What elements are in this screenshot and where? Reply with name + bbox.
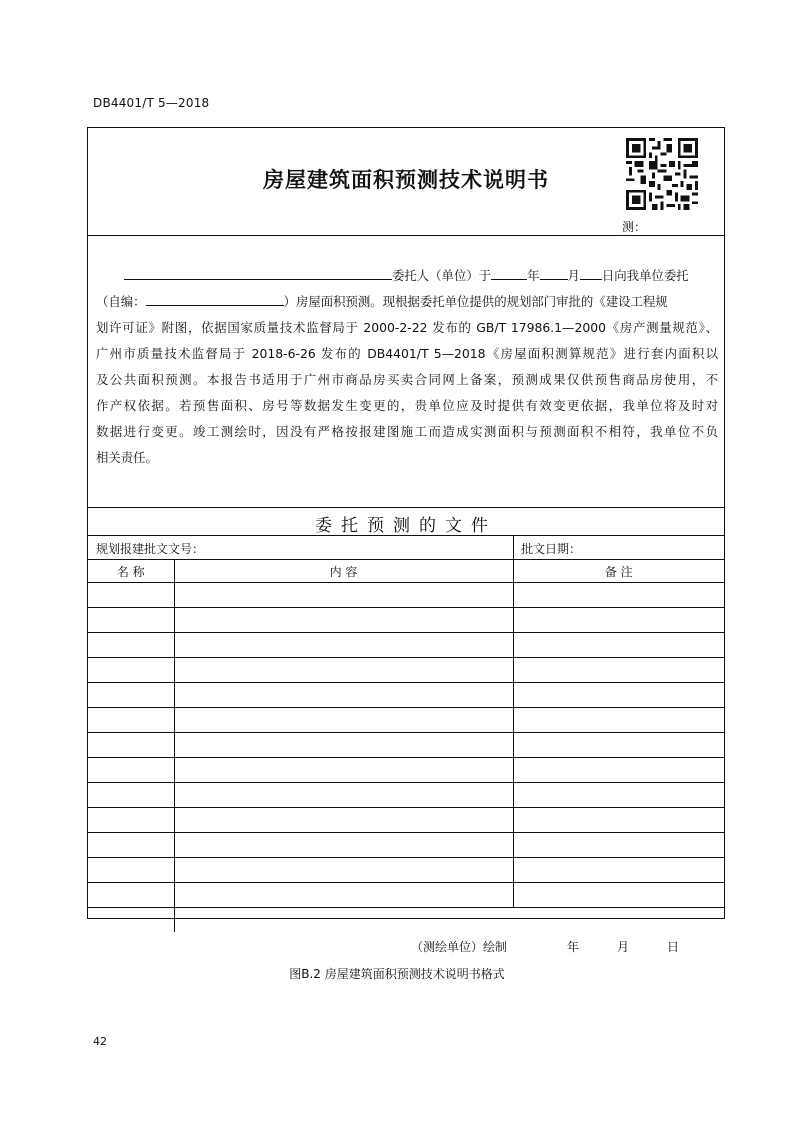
figure-caption: 图B.2 房屋建筑面积预测技术说明书格式	[289, 967, 505, 981]
month-blank[interactable]	[540, 264, 568, 280]
table-cell-name[interactable]	[88, 608, 174, 633]
signature-day: 日	[667, 940, 680, 954]
approval-divider	[513, 536, 514, 559]
table-cell-remark[interactable]	[513, 708, 724, 733]
column-name-header: 名 称	[88, 560, 174, 583]
table-cell-content[interactable]	[174, 883, 513, 908]
table-row	[88, 583, 724, 608]
table-cell-content[interactable]	[174, 858, 513, 883]
table-cell-remark[interactable]	[513, 883, 724, 908]
table-header-row	[88, 560, 724, 583]
document-code: DB4401/T 5—2018	[93, 96, 210, 110]
table-cell-remark[interactable]	[513, 733, 724, 758]
table-row	[88, 733, 724, 758]
statement-paragraph	[96, 263, 718, 471]
table-cell-content[interactable]	[174, 833, 513, 858]
table-cell-name[interactable]	[88, 858, 174, 883]
statement-line-2: （自编： ）房屋面积预测。现根据委托单位提供的规划部门审批的《建设工程规	[96, 289, 718, 315]
table-cell-name[interactable]	[88, 833, 174, 858]
statement-line-8: 相关责任。	[96, 450, 158, 465]
approval-number-label: 规划报建批文文号：	[96, 542, 205, 556]
title-section	[88, 128, 724, 236]
table-cell-name[interactable]	[88, 883, 174, 908]
table-cell-remark[interactable]	[513, 833, 724, 858]
statement-line-1: 委托人（单位）于 年 月 日向我单位委托	[96, 263, 718, 289]
table-row	[88, 783, 724, 808]
approval-date-label: 批文日期：	[521, 542, 582, 556]
documents-table	[88, 560, 724, 932]
form-title: 房屋建筑面积预测技术说明书	[263, 168, 549, 192]
table-cell-remark[interactable]	[513, 683, 724, 708]
table-cell-name[interactable]	[88, 908, 174, 933]
table-row	[88, 633, 724, 658]
table-cell-name[interactable]	[88, 708, 174, 733]
table-row	[88, 883, 724, 908]
signature-year: 年	[567, 940, 580, 954]
table-cell-remark[interactable]	[513, 633, 724, 658]
table-cell-content[interactable]	[174, 783, 513, 808]
table-cell-merged[interactable]	[174, 908, 724, 933]
statement-line-3: 划许可证》附图，依据国家质量技术监督局于 2000-2-22 发布的 GB/T 17986.1—2000《房产测量规范》、	[96, 320, 718, 335]
client-blank[interactable]	[124, 264, 392, 280]
column-content-header: 内 容	[174, 560, 513, 583]
section-title: 委托预测的文件	[315, 516, 497, 536]
table-cell-content[interactable]	[174, 658, 513, 683]
page-number: 42	[93, 1035, 107, 1048]
table-cell-name[interactable]	[88, 633, 174, 658]
table-row	[88, 833, 724, 858]
statement-line-5: 及公共面积预测。本报告书适用于广州市商品房买卖合同网上备案，预测成果仅供预售商品房使用，不	[96, 372, 718, 387]
table-cell-content[interactable]	[174, 758, 513, 783]
table-cell-remark[interactable]	[513, 783, 724, 808]
table-row	[88, 683, 724, 708]
year-blank[interactable]	[491, 264, 527, 280]
table-cell-name[interactable]	[88, 658, 174, 683]
table-row	[88, 758, 724, 783]
table-cell-remark[interactable]	[513, 583, 724, 608]
statement-line-6: 作产权依据。若预售面积、房号等数据发生变更的，贵单位应及时提供有效变更依据，我单位将及时对	[96, 398, 718, 413]
table-cell-remark[interactable]	[513, 758, 724, 783]
signature-line	[411, 938, 679, 955]
table-cell-name[interactable]	[88, 808, 174, 833]
statement-line-4: 广州市质量技术监督局于 2018-6-26 发布的 DB4401/T 5—2018《房屋面积测算规范》进行套内面积以	[96, 346, 718, 361]
table-cell-content[interactable]	[174, 583, 513, 608]
form-frame	[87, 127, 725, 919]
table-row	[88, 908, 724, 933]
table-cell-content[interactable]	[174, 808, 513, 833]
table-cell-content[interactable]	[174, 608, 513, 633]
column-remark-header: 备 注	[513, 560, 724, 583]
table-cell-content[interactable]	[174, 733, 513, 758]
qr-label: 测：	[622, 220, 647, 234]
day-blank[interactable]	[580, 264, 602, 280]
self-number-blank[interactable]	[146, 290, 284, 306]
table-cell-name[interactable]	[88, 758, 174, 783]
signature-month: 月	[617, 940, 630, 954]
table-cell-remark[interactable]	[513, 808, 724, 833]
statement-line-7: 数据进行变更。竣工测绘时，因没有严格按报建图施工而造成实测面积与预测面积不相符，我单位不负	[96, 424, 718, 439]
table-cell-content[interactable]	[174, 633, 513, 658]
section-header	[88, 507, 724, 536]
approval-row	[88, 536, 724, 560]
table-cell-content[interactable]	[174, 708, 513, 733]
qr-code-icon	[626, 138, 698, 210]
table-cell-name[interactable]	[88, 583, 174, 608]
table-cell-content[interactable]	[174, 683, 513, 708]
table-cell-name[interactable]	[88, 683, 174, 708]
table-row	[88, 808, 724, 833]
table-cell-name[interactable]	[88, 733, 174, 758]
table-cell-name[interactable]	[88, 783, 174, 808]
table-row	[88, 608, 724, 633]
table-row	[88, 858, 724, 883]
table-cell-remark[interactable]	[513, 658, 724, 683]
table-cell-remark[interactable]	[513, 608, 724, 633]
table-row	[88, 658, 724, 683]
table-cell-remark[interactable]	[513, 858, 724, 883]
signature-unit: （测绘单位）绘制	[411, 940, 508, 954]
table-row	[88, 708, 724, 733]
